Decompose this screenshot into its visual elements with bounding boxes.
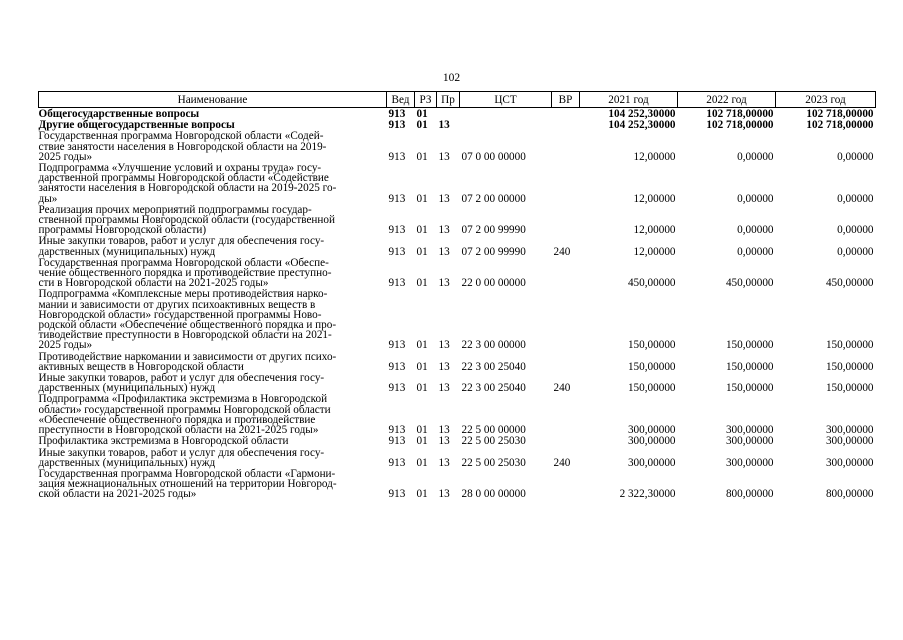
cell-cst: 22 5 00 25030 <box>461 435 526 448</box>
cell-pr: 13 <box>438 150 450 163</box>
name-line: дарственных (муниципальных) нужд <box>38 456 216 469</box>
cell-2022: 300,00000 <box>725 435 774 448</box>
cell-2022: 150,00000 <box>725 339 774 352</box>
cell-ved: 913 <box>388 108 406 120</box>
cell-rz: 01 <box>416 119 428 132</box>
cell-2022: 150,00000 <box>725 360 774 373</box>
cell-ved: 913 <box>388 119 406 132</box>
cell-name <box>39 130 387 162</box>
cell-2022: 0,00000 <box>737 224 774 237</box>
name-line: Общегосударственные вопросы <box>38 108 200 120</box>
name-line: Подпрограмма «Комплексные меры противодействия нарко- <box>38 288 328 301</box>
cell-2022: 300,00000 <box>725 456 774 469</box>
cell-2022: 102 718,00000 <box>706 119 774 132</box>
table-row <box>39 204 876 236</box>
cell-name <box>39 119 387 130</box>
cell-ved: 913 <box>388 424 406 437</box>
table-row <box>39 257 876 289</box>
cell-2021: 150,00000 <box>627 339 676 352</box>
header-cst: ЦСТ <box>460 92 552 108</box>
cell-2023: 102 718,00000 <box>806 119 874 132</box>
cell-2023: 0,00000 <box>837 245 874 258</box>
cell-pr: 13 <box>438 488 450 501</box>
header-2022: 2022 год <box>678 92 776 108</box>
cell-2023: 150,00000 <box>825 382 874 395</box>
cell-2023: 300,00000 <box>825 435 874 448</box>
cell-rz: 01 <box>416 488 428 501</box>
cell-2021: 300,00000 <box>627 456 676 469</box>
cell-name <box>39 372 387 393</box>
cell-2023: 300,00000 <box>825 424 874 437</box>
name-line: родской области «Обеспечение общественного порядка и про- <box>38 319 337 332</box>
cell-vr: 240 <box>553 456 571 469</box>
name-line: Государственная программа Новгородской области «Содей- <box>38 130 324 143</box>
cell-name <box>39 468 387 500</box>
cell-pr: 13 <box>438 382 450 395</box>
name-line: чение общественного порядка и противодействие преступно- <box>38 267 332 280</box>
cell-ved: 913 <box>388 382 406 395</box>
table-row <box>39 393 876 435</box>
table-row <box>39 435 876 446</box>
table-row <box>39 108 876 120</box>
cell-pr <box>437 108 460 120</box>
cell-2021: 104 252,30000 <box>608 108 676 120</box>
table-row <box>39 288 876 350</box>
cell-vr <box>552 351 580 372</box>
cell-name <box>39 204 387 236</box>
cell-vr <box>552 257 580 289</box>
name-line: Реализация прочих мероприятий подпрограммы государ- <box>38 203 312 216</box>
cell-vr <box>552 393 580 435</box>
cell-name <box>39 393 387 435</box>
cell-2021: 300,00000 <box>627 424 676 437</box>
table-row <box>39 447 876 468</box>
cell-rz: 01 <box>416 224 428 237</box>
name-line: дарственных (муниципальных) нужд <box>38 382 216 395</box>
cell-2021: 450,00000 <box>627 277 676 290</box>
cell-cst <box>460 108 552 120</box>
cell-ved: 913 <box>388 150 406 163</box>
table-row <box>39 130 876 162</box>
cell-pr: 13 <box>438 435 450 448</box>
cell-vr: 240 <box>553 382 571 395</box>
cell-cst: 28 0 00 00000 <box>461 488 526 501</box>
cell-2021: 12,00000 <box>633 224 676 237</box>
table-header <box>39 92 876 108</box>
header-rz: РЗ <box>415 92 437 108</box>
cell-ved: 913 <box>388 339 406 352</box>
name-line: тиводействие преступности в Новгородской области на 2021- <box>38 329 332 342</box>
cell-ved: 913 <box>388 224 406 237</box>
name-line: Иные закупки товаров, работ и услуг для обеспечения госу- <box>38 235 325 248</box>
header-name: Наименование <box>39 92 387 108</box>
cell-vr <box>552 204 580 236</box>
name-line: «Обеспечение общественного порядка и противодействие <box>38 413 316 426</box>
cell-ved: 913 <box>388 245 406 258</box>
cell-cst: 22 3 00 25040 <box>461 382 526 395</box>
cell-rz: 01 <box>416 277 428 290</box>
name-line: дарственной программы Новгородской области «Содействие <box>38 172 329 185</box>
cell-pr: 13 <box>438 360 450 373</box>
cell-2021: 300,00000 <box>627 435 676 448</box>
name-line: Другие общегосударственные вопросы <box>38 119 235 132</box>
cell-2021: 12,00000 <box>633 192 676 205</box>
cell-cst: 07 0 00 00000 <box>461 150 526 163</box>
name-line: мании и зависимости от других психоактивных веществ в <box>38 298 316 311</box>
name-line: Профилактика экстремизма в Новгородской области <box>38 435 289 448</box>
cell-vr <box>552 108 580 120</box>
name-line: Подпрограмма «Улучшение условий и охраны труда» госу- <box>38 162 322 175</box>
cell-pr: 13 <box>438 245 450 258</box>
name-line: Иные закупки товаров, работ и услуг для обеспечения госу- <box>38 372 325 385</box>
cell-2022: 450,00000 <box>725 277 774 290</box>
cell-ved: 913 <box>388 277 406 290</box>
cell-rz: 01 <box>416 339 428 352</box>
cell-name <box>39 351 387 372</box>
table-row <box>39 372 876 393</box>
name-line: дарственных (муниципальных) нужд <box>38 245 216 258</box>
name-line: области» государственной программы Новгородской области <box>38 403 331 416</box>
name-line: Новгородской области» государственной программы Ново- <box>38 308 322 321</box>
name-line: занятости населения в Новгородской области на 2019-2025 го- <box>38 182 337 195</box>
cell-2023: 300,00000 <box>825 456 874 469</box>
cell-name <box>39 235 387 256</box>
cell-ved: 913 <box>388 456 406 469</box>
name-line: ды» <box>38 192 58 205</box>
name-line: ственной программы Новгородской области (государственной <box>38 214 335 227</box>
cell-cst: 07 2 00 99990 <box>461 224 526 237</box>
cell-2023: 150,00000 <box>825 360 874 373</box>
cell-rz: 01 <box>416 360 428 373</box>
cell-vr <box>552 130 580 162</box>
cell-rz: 01 <box>416 245 428 258</box>
cell-ved: 913 <box>388 192 406 205</box>
cell-2021: 150,00000 <box>627 360 676 373</box>
cell-name <box>39 288 387 350</box>
name-line: преступности в Новгородской области на 2021-2025 годы» <box>38 424 319 437</box>
cell-2021: 12,00000 <box>633 150 676 163</box>
cell-2023: 800,00000 <box>825 488 874 501</box>
cell-pr: 13 <box>438 192 450 205</box>
cell-cst: 07 2 00 00000 <box>461 192 526 205</box>
cell-2021: 104 252,30000 <box>608 119 676 132</box>
cell-name <box>39 257 387 289</box>
table-body <box>39 108 876 500</box>
cell-pr: 13 <box>438 119 450 132</box>
cell-ved: 913 <box>388 435 406 448</box>
cell-name <box>39 435 387 446</box>
cell-name <box>39 447 387 468</box>
cell-2021: 2 322,30000 <box>619 488 676 501</box>
cell-name <box>39 108 387 120</box>
cell-cst: 22 0 00 00000 <box>461 277 526 290</box>
budget-table <box>38 91 876 500</box>
table-row <box>39 119 876 130</box>
cell-vr <box>552 468 580 500</box>
name-line: 2025 годы» <box>38 150 93 163</box>
name-line: ской области на 2021-2025 годы» <box>38 488 197 501</box>
table-row <box>39 162 876 204</box>
cell-cst: 22 5 00 25030 <box>461 456 526 469</box>
cell-rz: 01 <box>416 108 428 120</box>
cell-rz: 01 <box>416 382 428 395</box>
cell-cst <box>460 119 552 130</box>
cell-2022: 0,00000 <box>737 245 774 258</box>
cell-pr: 13 <box>438 224 450 237</box>
cell-2023: 102 718,00000 <box>806 108 874 120</box>
cell-rz: 01 <box>416 150 428 163</box>
table-row <box>39 468 876 500</box>
cell-2023: 0,00000 <box>837 224 874 237</box>
name-line: 2025 годы» <box>38 339 93 352</box>
name-line: Противодействие наркомании и зависимости от других психо- <box>38 350 337 363</box>
header-row <box>39 92 876 108</box>
cell-2022: 300,00000 <box>725 424 774 437</box>
cell-vr <box>552 435 580 446</box>
cell-2022: 102 718,00000 <box>706 108 774 120</box>
cell-cst: 22 3 00 00000 <box>461 339 526 352</box>
cell-rz: 01 <box>416 456 428 469</box>
cell-2023: 150,00000 <box>825 339 874 352</box>
name-line: активных веществ в Новгородской области <box>38 360 244 373</box>
cell-cst: 07 2 00 99990 <box>461 245 526 258</box>
cell-cst: 22 3 00 25040 <box>461 360 526 373</box>
name-line: Государственная программа Новгородской области «Гармони- <box>38 467 336 480</box>
name-line: Иные закупки товаров, работ и услуг для обеспечения госу- <box>38 446 325 459</box>
cell-ved: 913 <box>388 360 406 373</box>
table-row <box>39 351 876 372</box>
page-number: 102 <box>442 72 461 84</box>
cell-ved: 913 <box>388 488 406 501</box>
cell-vr: 240 <box>553 245 571 258</box>
cell-2023: 0,00000 <box>837 192 874 205</box>
header-pr: Пр <box>437 92 460 108</box>
header-2021: 2021 год <box>580 92 678 108</box>
name-line: ствие занятости населения в Новгородской области на 2019- <box>38 140 327 153</box>
name-line: сти в Новгородской области на 2021-2025 годы» <box>38 277 269 290</box>
cell-pr: 13 <box>438 277 450 290</box>
cell-pr: 13 <box>438 424 450 437</box>
cell-vr <box>552 119 580 130</box>
cell-2023: 450,00000 <box>825 277 874 290</box>
header-ved: Вед <box>387 92 415 108</box>
cell-2023: 0,00000 <box>837 150 874 163</box>
name-line: Подпрограмма «Профилактика экстремизма в Новгородской <box>38 393 328 406</box>
header-2023: 2023 год <box>776 92 876 108</box>
cell-rz: 01 <box>416 192 428 205</box>
name-line: программы Новгородской области) <box>38 224 207 237</box>
cell-2022: 0,00000 <box>737 150 774 163</box>
cell-vr <box>552 162 580 204</box>
cell-name <box>39 162 387 204</box>
name-line: Государственная программа Новгородской области «Обеспе- <box>38 256 329 269</box>
table-row <box>39 235 876 256</box>
cell-2022: 800,00000 <box>725 488 774 501</box>
cell-cst: 22 5 00 00000 <box>461 424 526 437</box>
cell-vr <box>552 288 580 350</box>
cell-rz: 01 <box>416 424 428 437</box>
header-vr: ВР <box>552 92 580 108</box>
cell-2021: 150,00000 <box>627 382 676 395</box>
cell-2022: 150,00000 <box>725 382 774 395</box>
name-line: зация межнациональных отношений на территории Новгород- <box>38 478 337 491</box>
cell-rz: 01 <box>416 435 428 448</box>
cell-2021: 12,00000 <box>633 245 676 258</box>
cell-2022: 0,00000 <box>737 192 774 205</box>
cell-pr: 13 <box>438 456 450 469</box>
cell-pr: 13 <box>438 339 450 352</box>
